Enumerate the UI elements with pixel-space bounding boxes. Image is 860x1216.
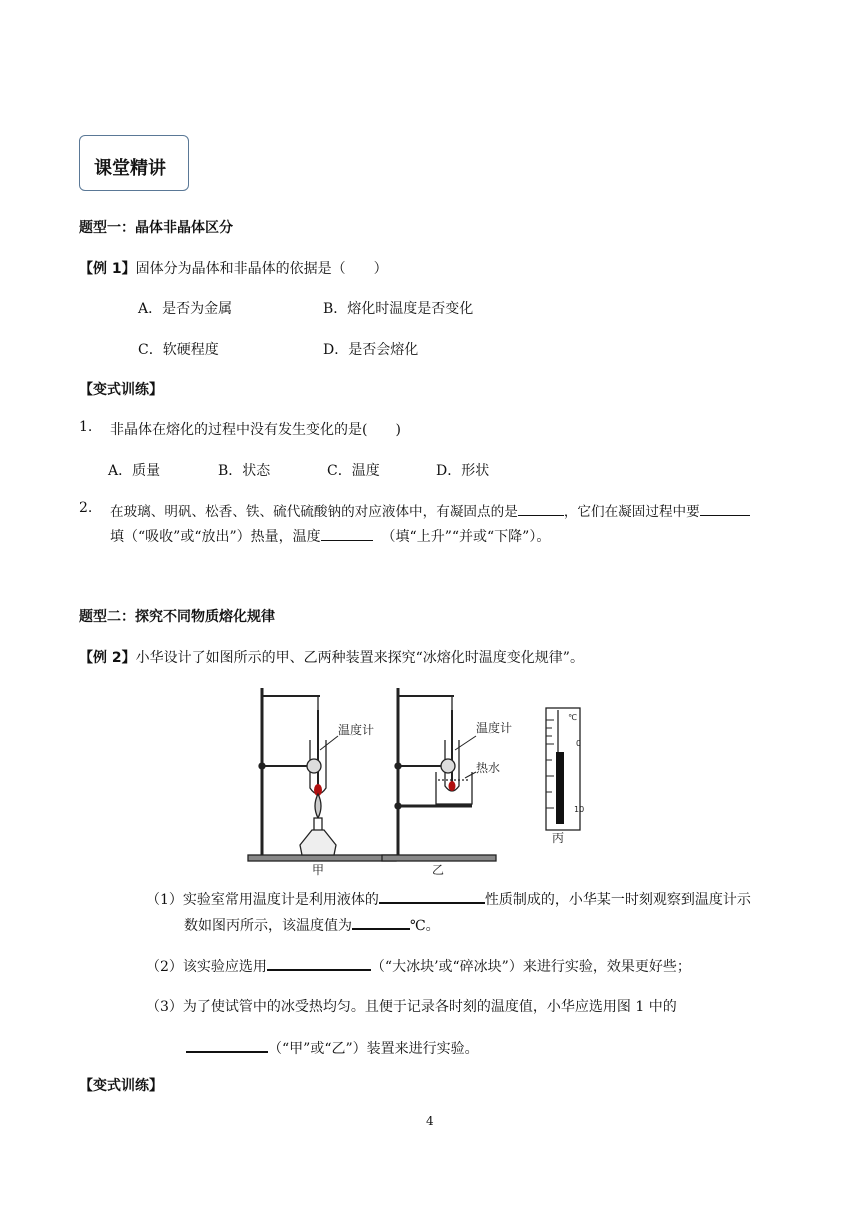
stand-base-yi bbox=[382, 855, 496, 861]
q2-line1 bbox=[110, 500, 750, 520]
q1-option-b: B．状态 bbox=[218, 463, 271, 479]
q2-blank-3[interactable] bbox=[321, 526, 373, 541]
label-unit: ℃ bbox=[568, 713, 577, 722]
example2 bbox=[79, 647, 584, 667]
section-title: 课堂精讲 bbox=[94, 158, 166, 179]
sub1-blank-1[interactable] bbox=[379, 888, 485, 904]
sub1-b: 性质制成的，小华某一时刻观察到温度计示 bbox=[484, 892, 751, 908]
label-hot-water: 热水 bbox=[476, 761, 501, 775]
example1 bbox=[79, 258, 388, 278]
label-yi: 乙 bbox=[432, 863, 445, 877]
q2-line1-a: 在玻璃、明矾、松香、铁、硫代硫酸钠的对应液体中，有凝固点的是 bbox=[110, 504, 518, 520]
example1-option-b: B．熔化时温度是否变化 bbox=[323, 301, 474, 317]
q1-text: 非晶体在熔化的过程中没有发生变化的是( ) bbox=[110, 422, 401, 438]
sub1-line1 bbox=[146, 888, 751, 909]
q1-option-d: D．形状 bbox=[436, 463, 490, 479]
sub1-c: 数如图丙所示，该温度值为 bbox=[184, 918, 352, 934]
sub3-blank[interactable] bbox=[186, 1037, 268, 1053]
label-bing: 丙 bbox=[552, 831, 565, 845]
sub2-b: （“大冰块’或“碎冰块”）来进行实验，效果更好些； bbox=[370, 959, 691, 975]
tick-10: 10 bbox=[574, 805, 585, 814]
example2-label: 【例 2】 bbox=[79, 650, 136, 666]
sub1-blank-2[interactable] bbox=[352, 914, 410, 930]
example1-option-a: A．是否为金属 bbox=[138, 301, 233, 317]
label-thermometer-yi: 温度计 bbox=[476, 721, 513, 735]
example2-question: 小华设计了如图所示的甲、乙两种装置来探究“冰熔化时温度变化规律”。 bbox=[135, 650, 584, 666]
stand-base-jia bbox=[248, 855, 396, 861]
q2-number: 2. bbox=[79, 500, 93, 516]
q1-number: 1. bbox=[79, 419, 93, 435]
experiment-figure bbox=[240, 680, 596, 878]
sub2 bbox=[146, 955, 691, 976]
tick-0: 0 bbox=[576, 739, 582, 748]
sub2-blank[interactable] bbox=[267, 955, 371, 971]
label-jia: 甲 bbox=[312, 863, 325, 877]
q2-blank-2[interactable] bbox=[700, 501, 750, 516]
page-number: 4 bbox=[426, 1114, 434, 1128]
sub2-a: （2）该实验应选用 bbox=[146, 959, 267, 975]
q2-line1-b: ，它们在凝固过程中要 bbox=[563, 504, 700, 520]
example1-label: 【例 1】 bbox=[79, 261, 136, 277]
sub1-d: ℃。 bbox=[410, 918, 440, 934]
variant-heading-2: 【变式训练】 bbox=[79, 1078, 163, 1094]
q1-option-c: C．温度 bbox=[327, 463, 380, 479]
sub1-a: （1）实验室常用温度计是利用液体的 bbox=[146, 892, 379, 908]
q2-line2 bbox=[110, 526, 550, 546]
example1-option-d: D．是否会熔化 bbox=[323, 342, 419, 358]
section-title-box bbox=[79, 135, 189, 191]
label-thermometer-jia: 温度计 bbox=[338, 723, 375, 737]
q1-option-a: A．质量 bbox=[108, 463, 161, 479]
type1-heading: 题型一：晶体非晶体区分 bbox=[79, 220, 233, 236]
type2-heading: 题型二：探究不同物质熔化规律 bbox=[79, 609, 275, 625]
variant-heading-1: 【变式训练】 bbox=[79, 382, 163, 398]
q2-line2-a: 填（“吸收”或“放出”）热量，温度 bbox=[110, 529, 321, 545]
sub3-line2 bbox=[186, 1037, 479, 1058]
sub3-b: （“甲”或“乙”）装置来进行实验。 bbox=[268, 1041, 479, 1057]
example1-option-c: C．软硬程度 bbox=[138, 342, 219, 358]
q2-line2-b: （填“上升”“并或“下降”）。 bbox=[381, 529, 551, 545]
q2-blank-1[interactable] bbox=[518, 501, 564, 516]
sub3-line1: （3）为了使试管中的冰受热均匀。且便于记录各时刻的温度值，小华应选用图 1 中的 bbox=[146, 999, 677, 1015]
example1-question: 固体分为晶体和非晶体的依据是（ ） bbox=[135, 261, 388, 277]
sub1-line2 bbox=[184, 914, 440, 935]
